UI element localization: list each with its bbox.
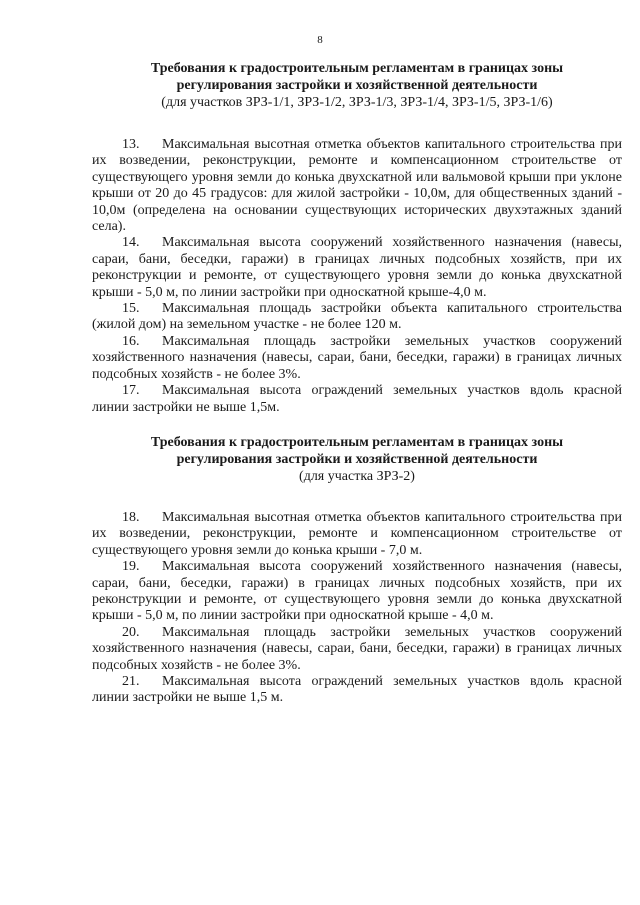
paragraph-number: 13. [122, 137, 140, 152]
paragraph-text: Максимальная высота сооружений хозяйственного назначения (навесы, сараи, бани, беседки, гаражи) в границах личных подсобных хозяйств, при их реконструкции и ремонте, от существующего уровня земли до конька двухскатной крыши - 5,0 м, по линии застройки при односкатной крыше-4,0 м. [92, 235, 622, 300]
paragraph-number: 14. [122, 235, 140, 251]
paragraph-number: 18. [122, 510, 140, 525]
paragraph-21 [92, 674, 622, 707]
page-number: 8 [317, 34, 323, 46]
paragraph-list [92, 510, 622, 707]
section-heading-line-1: Требования к градостроительным регламентам в границах зоны [150, 435, 564, 450]
section-heading [92, 434, 622, 468]
paragraph-number: 21. [122, 674, 140, 690]
paragraph-number: 16. [122, 333, 140, 349]
section-heading [92, 60, 622, 94]
paragraph-text: Максимальная площадь застройки земельных участков сооружений хозяйственного назначения (навесы, сараи, бани, беседки, гаражи) в границах личных подсобных хозяйств - не более 3%. [92, 624, 622, 673]
section-subheading: (для участка ЗРЗ-2) [299, 469, 415, 484]
section-heading-line-2: регулирования застройки и хозяйственной деятельности [176, 452, 538, 467]
paragraph-text: Максимальная высотная отметка объектов капитального строительства при их возведении, реконструкции, ремонте и компенсационном строительстве от существующего уровня земли до конька крыши - 7,0 м. [92, 510, 622, 558]
paragraph-number: 15. [122, 301, 140, 317]
paragraph-text: Максимальная площадь застройки объекта капитального строительства (жилой дом) на земельном участке - не более 120 м. [92, 301, 622, 333]
paragraph-text: Максимальная площадь застройки земельных участков сооружений хозяйственного назначения (навесы, сараи, бани, беседки, гаражи) в границах личных подсобных хозяйств - не более 3%. [92, 333, 622, 382]
paragraph-18 [92, 510, 622, 559]
section-heading-line-1: Требования к градостроительным регламентам в границах зоны [150, 61, 564, 76]
paragraph-20 [92, 625, 622, 674]
section-zrz-2 [92, 434, 622, 707]
paragraph-text: Максимальная высота ограждений земельных участков вдоль красной линии застройки не выше 1,5 м. [92, 674, 622, 706]
section-heading-line-2: регулирования застройки и хозяйственной деятельности [176, 78, 538, 93]
section-subheading: (для участков ЗРЗ-1/1, ЗРЗ-1/2, ЗРЗ-1/3, ЗРЗ-1/4, ЗРЗ-1/5, ЗРЗ-1/6) [161, 95, 553, 110]
paragraph-14 [92, 235, 622, 301]
paragraph-text: Максимальная высота сооружений хозяйственного назначения (навесы, сараи, бани, беседки, гаражи) в границах личных подсобных хозяйств, при их реконструкции и ремонте, от существующего уровня земли до конька двухскатной крыши - 5,0 м, по линии застройки при односкатной крыше - 4,0 м. [92, 559, 622, 624]
paragraph-list [92, 137, 622, 416]
paragraph-number: 19. [122, 559, 140, 575]
paragraph-text: Максимальная высотная отметка объектов капитального строительства при их возведении, реконструкции, ремонте и компенсационном строительстве от существующего уровня земли до конька двухскатной или вальмовой крыши при уклоне крыши от 20 до 45 градусов: для жилой застройки - 10,0м, для общественных зданий - 10,0м (определена на основании существующих исторических двухэтажных зданий села). [92, 137, 622, 235]
paragraph-number: 17. [122, 383, 140, 399]
section-zrz-1 [92, 60, 622, 416]
paragraph-16 [92, 334, 622, 383]
paragraph-19 [92, 559, 622, 625]
paragraph-15 [92, 301, 622, 334]
paragraph-17 [92, 383, 622, 416]
paragraph-13 [92, 137, 622, 235]
paragraph-number: 20. [122, 624, 140, 640]
paragraph-text: Максимальная высота ограждений земельных участков вдоль красной линии застройки не выше 1,5м. [92, 383, 622, 415]
